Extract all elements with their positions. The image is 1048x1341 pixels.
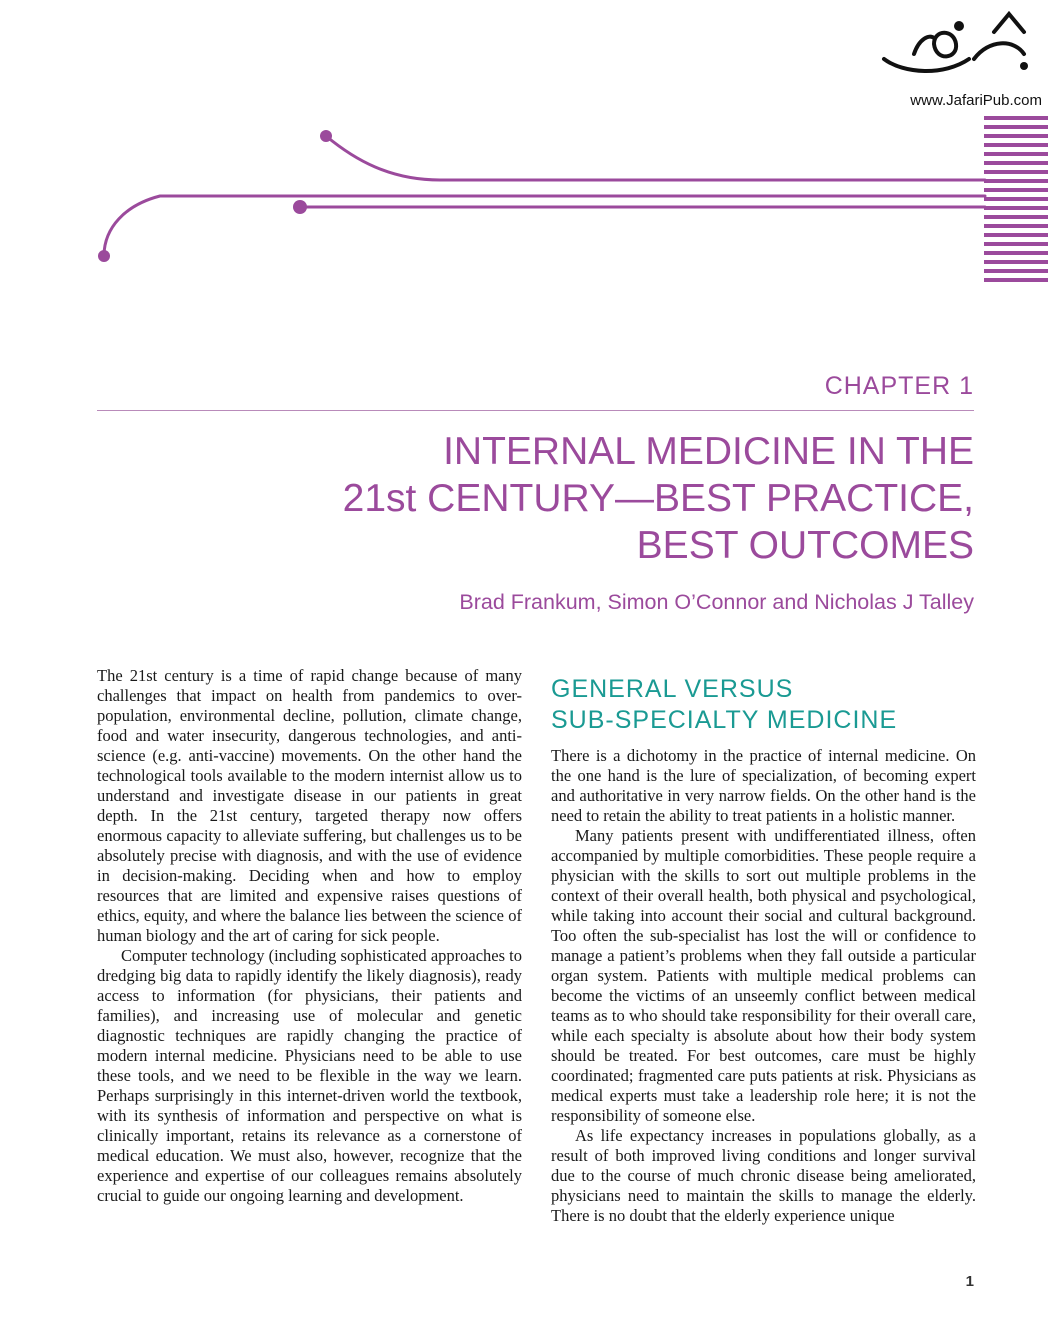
chapter-divider: [97, 410, 974, 411]
body-paragraph: As life expectancy increases in populations globally, as a result of both improved living conditions and longer survival due to the course of much chronic disease being ameliorated, physicians need to maintain the skills to manage the elderly. There is no doubt that the elderly experience unique: [551, 1126, 976, 1225]
chapter-authors: Brad Frankum, Simon O’Connor and Nicholas J Talley: [459, 590, 974, 614]
body-paragraph: Computer technology (including sophisticated approaches to dredging big data to rapidly identify the likely diagnosis), ready access to information (for physicians, their patients and families), and increasing use of molecular and genetic diagnostic techniques are rapidly changing the practice of modern internal medicine. Physicians need to be able to use these tools, and we need to be flexible in the way we learn. Perhaps surprisingly in this internet-driven world the textbook, with its synthesis of information and perspective on what is clinically important, retains its relevance as a cornerstone of medical education. We must also, however, recognize that the experience and expertise of our colleagues remains absolutely crucial to guide our ongoing learning and development.: [97, 946, 522, 1205]
right-column: [551, 666, 976, 1226]
page-number: 1: [965, 1273, 974, 1290]
body-paragraph: Many patients present with undifferentiated illness, often accompanied by multiple comorbidities. These people require a physician with the skills to sort out multiple problems in the context of their overall health, both physical and psychological, while taking into account their social and cultural background. Too often the sub-specialist has lost the will or confidence to manage a patient’s problems when they fall outside a particular organ system. Patients with multiple medical problems can become the victims of an unseemly conflict between medical teams as to who should take responsibility for their overall care, while each specialty is absolute about how their body system should be treated. For best outcomes, care must be highly coordinated; fragmented care puts patients at risk. Physicians as medical experts must take a leadership role here; it is not the responsibility of someone else.: [551, 826, 976, 1125]
chapter-title-line: INTERNAL MEDICINE IN THE: [443, 430, 974, 473]
chapter-label: CHAPTER 1: [824, 372, 974, 400]
decorative-stripes: [984, 116, 1048, 287]
section-heading-line: GENERAL VERSUS: [551, 675, 794, 703]
chapter-title-line: BEST OUTCOMES: [636, 524, 974, 567]
section-heading-line: SUB-SPECIALTY MEDICINE: [551, 706, 898, 734]
publisher-logo-icon: [874, 4, 1044, 94]
body-paragraph: There is a dichotomy in the practice of internal medicine. On the one hand is the lure of specialization, of becoming expert and authoritative in very narrow fields. On the other hand is the need to retain the ability to treat patients in a holistic manner.: [551, 746, 976, 825]
publisher-url: www.JafariPub.com: [910, 92, 1042, 109]
chapter-title: [174, 428, 974, 569]
left-column: [97, 666, 522, 1206]
chapter-title-line: 21st CENTURY—BEST PRACTICE,: [342, 477, 974, 520]
publisher-watermark: [874, 4, 1044, 114]
body-paragraph: The 21st century is a time of rapid change because of many challenges that impact on health from pandemics to over-population, environmental decline, pollution, climate change, food and water insecurity, dangerous technologies, and anti-science (e.g. anti-vaccine) movements. On the other hand the technological tools available to the modern internist allow us to understand and investigate disease in our patients in great depth. In the 21st century, targeted therapy now offers enormous capacity to alleviate suffering, but challenges us to be absolutely precise with diagnosis, and with the use of evidence in decision-making. Deciding when and how to employ resources that are limited and expensive raises questions of ethics, equity, and where the balance lies between the science of human biology and the art of caring for sick people.: [97, 666, 522, 945]
section-heading: [551, 674, 976, 736]
